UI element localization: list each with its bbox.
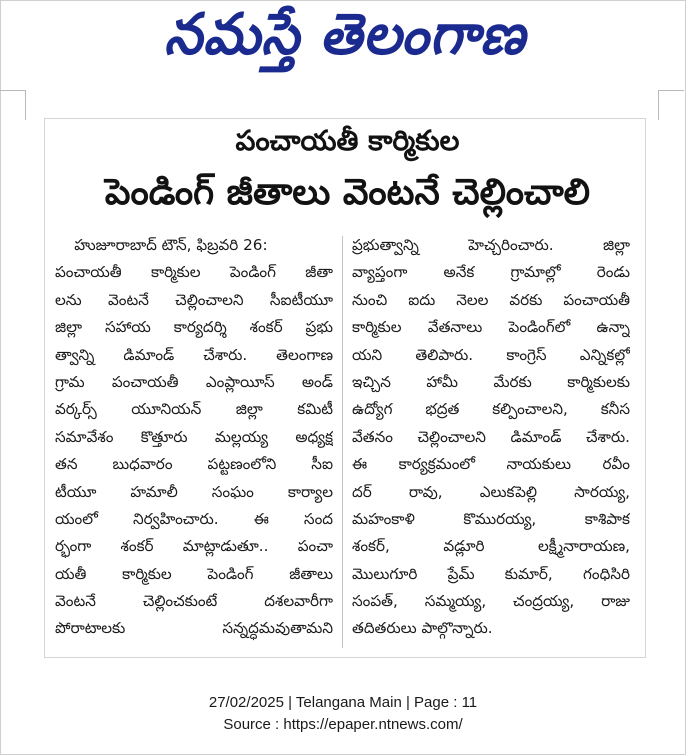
headline-line-2: పెండింగ్ జీతాలు వెంటనే చెల్లించాలి	[104, 172, 591, 213]
article-line: శంకర్, వడ్లూరి లక్ష్మీనారాయణ,	[352, 537, 630, 556]
article-line: మొలుగూరి ప్రేమ్ కుమార్, గంధిసిరి	[352, 564, 630, 583]
article-line: ఈ కార్యక్రమంలో నాయకులు రవీం	[352, 455, 630, 474]
article-line: వెంటనే చెల్లించకుంటే దశలవారీగా	[55, 592, 333, 611]
rule-left	[0, 90, 25, 91]
article-line: జిల్లా సహాయ కార్యదర్శి శంకర్ ప్రభు	[55, 318, 333, 337]
article-line: త్వాన్ని డిమాండ్ చేశారు. తెలంగాణ	[55, 345, 333, 364]
article-line: ఉద్యోగ భద్రత కల్పించాలని, కనీస	[352, 400, 630, 419]
source-link[interactable]: Source : https://epaper.ntnews.com/	[223, 716, 463, 733]
article-line: వేతనం చెల్లించాలని డిమాండ్ చేశారు.	[352, 427, 630, 446]
article-line: వర్కర్స్ యూనియన్ జిల్లా కమిటీ	[55, 400, 333, 419]
article-line: యతీ కార్మికుల పెండింగ్ జీతాలు	[55, 564, 333, 583]
article-left-column	[55, 232, 333, 643]
article-line: పంచాయతీ కార్మికుల పెండింగ్ జీతా	[55, 263, 333, 282]
article-line: హుజూరాబాద్ టౌన్, ఫిబ్రవరి 26:	[55, 236, 268, 254]
masthead-title: నమస్తే తెలంగాణ	[164, 0, 526, 67]
article-line: వ్యాప్తంగా అనేక గ్రామాల్లో రెండు	[352, 263, 630, 282]
column-divider	[342, 236, 343, 648]
article-line: తన బుధవారం పట్టణంలోని సీఐ	[55, 455, 333, 474]
article-line: ర్భంగా శంకర్ మాట్లాడుతూ.. పంచా	[55, 537, 333, 556]
rule-left-vertical	[25, 90, 26, 120]
rule-right	[658, 90, 684, 91]
article-line: సంపత్, సమ్మయ్య, చంద్రయ్య, రాజు	[352, 592, 630, 611]
article-right-column	[352, 232, 630, 643]
article-line: యంలో నిర్వహించారు. ఈ సంద	[55, 509, 333, 528]
article-line: సమావేశం కొత్తూరు మల్లయ్య అధ్యక్ష	[55, 427, 333, 446]
article-line: ప్రభుత్వాన్ని హెచ్చరించారు. జిల్లా	[352, 236, 630, 254]
publication-info: 27/02/2025 | Telangana Main | Page : 11	[208, 694, 478, 711]
headline-line-1: పంచాయతీ కార్మికుల	[235, 124, 460, 157]
article-line: గ్రామ పంచాయతీ ఎంప్లాయీస్ అండ్	[55, 372, 333, 391]
newspaper-masthead	[100, 2, 590, 80]
article-line: తదితరులు పాల్గొన్నారు.	[352, 619, 493, 638]
article-line: మహంకాళి కొమురయ్య, కాశిపాక	[352, 509, 630, 528]
article-line: పోరాటాలకు సన్నద్ధమవుతామని	[55, 619, 333, 638]
rule-right-vertical	[658, 90, 659, 120]
article-line: నుంచి ఐదు నెలల వరకు పంచాయతీ	[352, 290, 630, 309]
article-line: కార్మికుల వేతనాలు పెండింగ్‌లో ఉన్నా	[352, 318, 630, 337]
article-line: ఇచ్చిన హామీ మేరకు కార్మికులకు	[352, 372, 630, 391]
article-line: టీయూ హమాలీ సంఘం కార్యాల	[55, 482, 333, 501]
article-line: యని తెలిపారు. కాంగ్రెస్ ఎన్నికల్లో	[352, 345, 630, 364]
article-line: దర్ రావు, ఎలుకపెల్లి సారయ్య,	[352, 482, 630, 501]
article-line: లను వెంటనే చెల్లించాలని సీఐటీయూ	[55, 290, 333, 309]
